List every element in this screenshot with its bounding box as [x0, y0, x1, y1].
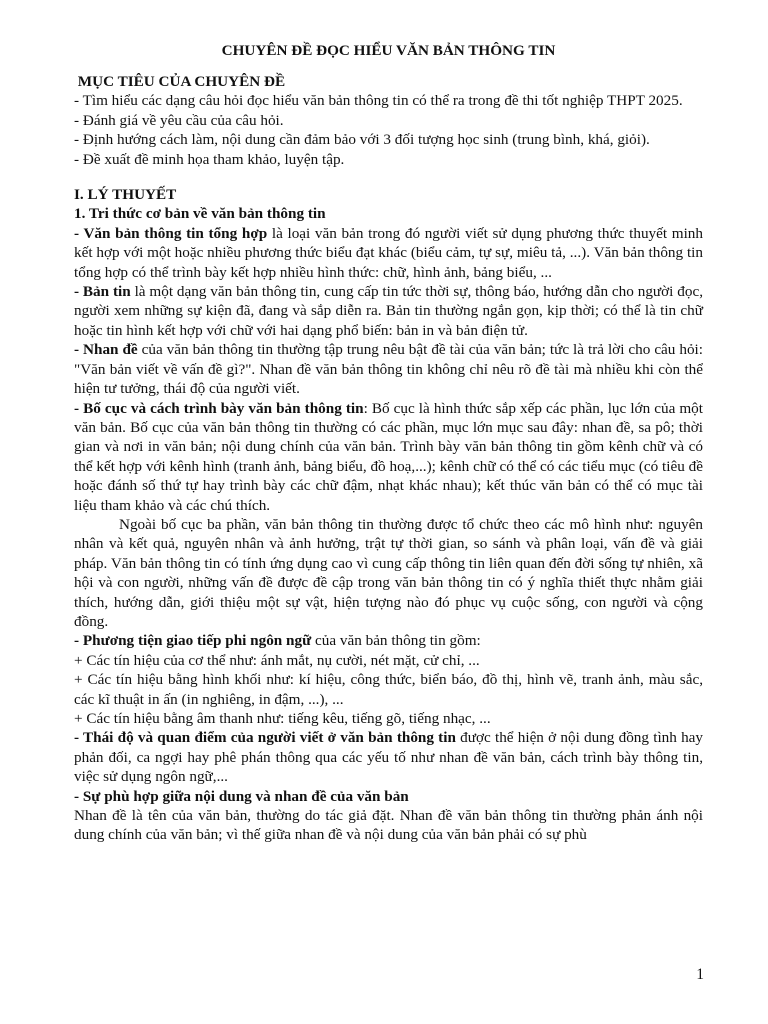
paragraph-news [74, 282, 703, 340]
term-title: - Nhan đề [74, 341, 138, 359]
term-fit: - Sự phù hợp giữa nội dung và nhan đề của văn bản [74, 787, 409, 805]
section-heading-theory: I. LÝ THUYẾT [74, 186, 177, 204]
term-news: - Bản tin [74, 283, 131, 301]
objective-item-3: - Định hướng cách làm, nội dung cần đảm bảo với 3 đối tượng học sinh (trung bình, khá, giỏi). [74, 131, 650, 149]
objective-item-2: - Đánh giá về yêu cầu của câu hỏi. [74, 111, 284, 129]
paragraph-body: là một dạng văn bản thông tin, cung cấp tin tức thời sự, thông báo, hướng dẫn cho người đọc, người xem những sự kiện đã, đang và sắp diễn ra. Bản tin thường ngắn gọn, kịp thời; có thể là tin chữ hoặc tin hình kết hợp với chữ với hai dạng phổ biến: bản in và bản điện tử. [74, 283, 703, 339]
paragraph-body: được thể hiện ở nội dung đồng tình hay phản đối, ca ngợi hay phê phán thông qua các yếu tố như nhan đề văn bản, cách trình bày thông tin, việc sử dụng ngôn ngữ,... [74, 729, 704, 786]
paragraph-layout [74, 399, 703, 515]
objectives-heading: MỤC TIÊU CỦA CHUYÊN ĐỀ [74, 73, 286, 90]
paragraph-info-text [74, 224, 703, 282]
term-attitude: - Thái độ và quan điểm của người viết ở văn bản thông tin [74, 729, 456, 747]
term-nonverbal: - Phương tiện giao tiếp phi ngôn ngữ [74, 632, 312, 650]
term-info-text: - Văn bản thông tin tổng hợp [74, 224, 268, 242]
section-spacer [74, 169, 703, 185]
term-layout: - Bố cục và cách trình bày văn bản thông tin [74, 399, 364, 417]
paragraph-body: : Bố cục là hình thức sắp xếp các phần, lục lớn của một văn bản. Bố cục của văn bản thông tin thường có các phần, mục lớn mục sau đây: nhan đề, sa pô; thời gian và nơi in văn bản; nội dung chính của văn bản. Trình bày văn bản thông tin gồm kênh chữ và có thể kết hợp với kênh hình (tranh ảnh, bảng biểu, đồ hoạ,...); kênh chữ có thể có các tiểu mục (có tiêu đề hoặc đánh số thứ tự hay trình bày các chữ đậm, nhạt khác nhau); kết thúc văn bản có thể có mục tài liệu tham khảo và các chú thích. [74, 399, 703, 514]
paragraph-fit: Nhan đề là tên của văn bản, thường do tác giả đặt. Nhan đề văn bản thông tin thường phản ánh nội dung chính của văn bản; vì thế giữa nhan đề và nội dung của văn bản phải có sự phù [74, 807, 703, 844]
paragraph-nonverbal [74, 631, 703, 650]
paragraph-attitude [74, 728, 703, 786]
subsection-heading: 1. Tri thức cơ bản về văn bản thông tin [74, 205, 326, 223]
page-number: 1 [696, 966, 704, 983]
bullet-item-2: + Các tín hiệu bằng hình khối như: kí hiệu, công thức, biển báo, đồ thị, hình vẽ, tranh ảnh, màu sắc, các kĩ thuật in ấn (in nghiêng, in đậm, ...), ... [74, 671, 703, 708]
paragraph-body: của văn bản thông tin thường tập trung nêu bật đề tài của văn bản; tức là trả lời cho câu hỏi: "Văn bản viết về vấn đề gì?". Nhan đề văn bản thông tin không chỉ nêu rõ đề tài mà nhiều khi còn thể hiện tư tưởng, thái độ của người viết. [74, 341, 703, 398]
paragraph-models: Ngoài bố cục ba phần, văn bản thông tin thường được tổ chức theo các mô hình như: nguyên nhân và kết quả, nguyên nhân và ảnh hưởng, trật tự thời gian, so sánh và phân loại, vấn đề và giải pháp. Văn bản thông tin có tính ứng dụng cao vì cung cấp thông tin liên quan đến đời sống tự nhiên, xã hội và con người, những vấn đề được đề cập trong văn bản thông tin có ý nghĩa thiết thực nhằm giải thích, hướng dẫn, giới thiệu một sự vật, hiện tượng nào đó phục vụ cuộc sống, con người và cộng đồng. [74, 515, 703, 630]
paragraph-body: của văn bản thông tin gồm: [311, 632, 481, 650]
document-title: CHUYÊN ĐỀ ĐỌC HIỂU VĂN BẢN THÔNG TIN [221, 42, 556, 59]
objective-item-4: - Đề xuất đề minh họa tham khảo, luyện tập. [74, 150, 345, 168]
bullet-item-3: + Các tín hiệu bằng âm thanh như: tiếng kêu, tiếng gõ, tiếng nhạc, ... [74, 710, 491, 727]
objective-item-1: - Tìm hiểu các dạng câu hỏi đọc hiểu văn bản thông tin có thể ra trong đề thi tốt nghiệp THPT 2025. [74, 92, 683, 110]
paragraph-title [74, 340, 703, 398]
bullet-item-1: + Các tín hiệu của cơ thể như: ánh mắt, nụ cười, nét mặt, cử chỉ, ... [74, 651, 480, 669]
paragraph-body: là loại văn bản trong đó người viết sử dụng phương thức thuyết minh kết hợp với một hoặc nhiều phương thức biểu đạt khác (biểu cảm, tự sự, miêu tả, ...). Văn bản thông tin tổng hợp có thể trình bày kết hợp nhiều hình thức: chữ, hình ảnh, bảng biểu, ... [74, 224, 703, 281]
document-page [74, 40, 703, 845]
